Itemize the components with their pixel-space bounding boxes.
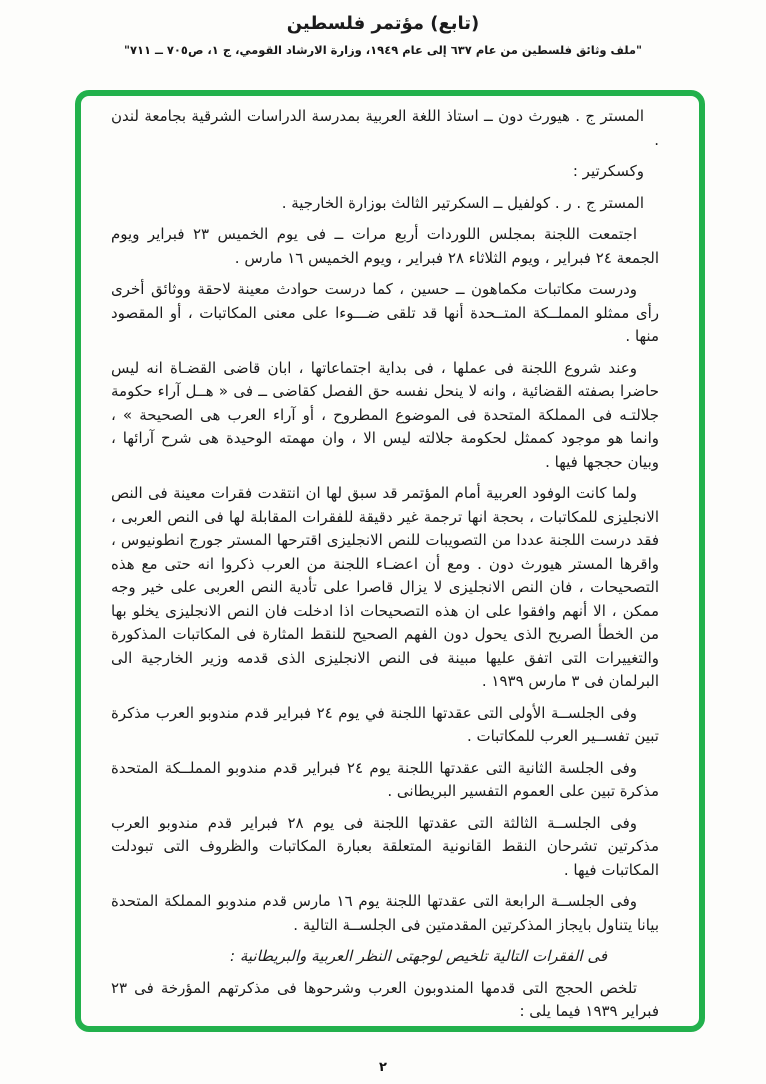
paragraph: وفى الجلســة الأولى التى عقدتها اللجنة في يوم ٢٤ فبراير قدم مندوبو العرب مذكرة تبين تفســير العرب للمكاتبات . [111,703,659,745]
paragraph-section-intro: فى الفقرات التالية تلخيص لوجهتى النظر العربية والبريطانية : [230,947,607,965]
page-title: (تابع) مؤتمر فلسطين [286,13,480,34]
paragraph: وعند شروع اللجنة فى عملها ، فى بداية اجتماعاتها ، ابان قاضى القضـاة انه ليس حاضرا بصفته القضائية ، وانه لا ينحل نفسه حق الفصل كقاضى ــ فى « هــل آراء حكومة جلالتـه فى المملكة المتحدة فى الموضوع المطروح ، أو آراء العرب هى الصحيحة » ، وانما هو موجود كممثل لحكومة جلالته ليس الا ، وان مهمته الوحيدة هى شرح آرائها ، وبيان حججها فيها . [111,358,659,471]
source-citation: "ملف وثائق فلسطين من عام ٦٣٧ إلى عام ١٩٤٩، وزارة الارشاد القومي، ج ١، ص٧٠٥ ــ ٧١١" [123,43,643,57]
paragraph: المستر ج . ر . كولفيل ــ السكرتير الثالث بوزارة الخارجية . [281,193,644,212]
page-header [0,0,766,57]
paragraph: اجتمعت اللجنة بمجلس اللوردات أربع مرات ــ فى يوم الخميس ٢٣ فبراير ويوم الجمعة ٢٤ فبراير ، ويوم الثلاثاء ٢٨ فبراير ، ويوم الخميس ١٦ مارس . [111,225,659,267]
paragraph: وفى الجلســة الرابعة التى عقدتها اللجنة يوم ١٦ مارس قدم مندوبو المملكة المتحدة بيانا يتناول بايجاز المذكرتين المقدمتين فى الجلســة التالية . [111,892,659,934]
paragraph: وفى الجلســة الثالثة التى عقدتها اللجنة فى يوم ٢٨ فبراير قدم مندوبو العرب مذكرتين تشرحان النقط القانونية المتعلقة بعبارة المكاتبات والظروف التى تبودلت المكاتبات فيها . [111,813,659,879]
paragraph: وفى الجلسة الثانية التى عقدتها اللجنة يوم ٢٤ فبراير قدم مندوبو المملــكة المتحدة مذكرة تبين على العموم التفسير البريطانى . [111,758,659,800]
document-body [81,96,699,1024]
paragraph: ولما كانت الوفود العربية أمام المؤتمر قد سبق لها ان انتقدت فقرات معينة فى النص الانجليزى للمكاتبات ، بحجة انها ترجمة غير دقيقة للفقرات المقابلة لها فى النص العربى ، فقد درست اللجنة عددا من التصويبات للنص الانجليزى اقترحها المستر جورج انطونيوس ، واقرها المستر هيورث دون . ومع أن اعضـاء اللجنة من العرب ذكروا انه حتى مع هذه التصحيحات ، فان النص الانجليزى لا يزال قاصرا على تأدية النص العربى على خير وجه ممكن ، الا أنهم وافقوا على ان هذه التصحيحات اذا ادخلت فان النص الانجليزى يخلو بها من الخطأ الصريح الذى يحول دون الفهم الصحيح للنقط المثارة فى المكاتبات المذكورة والتغييرات التى اتفق عليها مبينة فى النص الانجليزى الذى قدمه وزير الخارجية الى البرلمان فى ٣ مارس ١٩٣٩ . [111,484,659,690]
paragraph: تلخص الحجج التى قدمها المندوبون العرب وشرحوها فى مذكرتهم المؤرخة فى ٢٣ فبراير ١٩٣٩ فيما يلى : [111,978,659,1020]
paragraph: ودرست مكاتبات مكماهون ــ حسين ، كما درست حوادث معينة لاحقة ووثائق أخرى رأى ممثلو المملــكة المتــحدة أنها قد تلقى ضـــوءا على معنى المكاتبات ، أو المقصود منها . [111,280,659,345]
page-number: ٢ [379,1060,387,1075]
content-frame [75,90,705,1032]
paragraph: المستر ج . هيورث دون ــ استاذ اللغة العربية بمدرسة الدراسات الشرقية بجامعة لندن . [111,107,659,149]
paragraph: وكسكرتير : [572,162,644,180]
